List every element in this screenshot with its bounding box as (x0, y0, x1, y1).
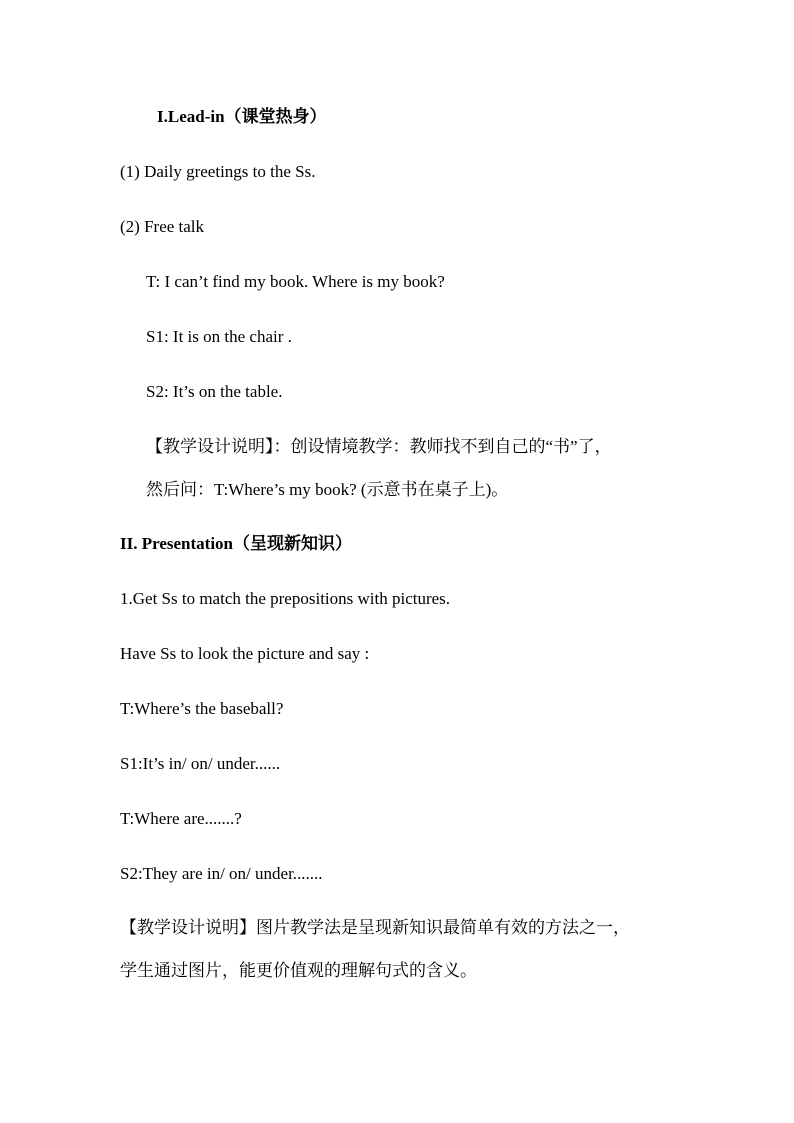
lead-in-design-note-line1: 【教学设计说明】：创设情境教学：教师找不到自己的“书”了， (146, 437, 612, 456)
presentation-line: 1.Get Ss to match the prepositions with pictures. (120, 589, 451, 608)
lead-in-design-note-line2: 然后问：T:Where’s my book? (示意书在桌子上)。 (146, 480, 509, 499)
presentation-line: T:Where are.......? (120, 809, 242, 828)
presentation-line: Have Ss to look the picture and say : (120, 644, 370, 663)
dialogue-line-teacher: T: I can’t find my book. Where is my book? (146, 272, 445, 291)
lead-in-item-greetings: (1) Daily greetings to the Ss. (120, 162, 316, 181)
presentation-heading: II. Presentation（呈现新知识） (120, 534, 353, 553)
lead-in-item-free-talk: (2) Free talk (120, 217, 205, 236)
presentation-design-note-line2: 学生通过图片，能更价值观的理解句式的含义。 (120, 961, 477, 980)
dialogue-line-s2: S2: It’s on the table. (146, 382, 283, 401)
presentation-line: T:Where’s the baseball? (120, 699, 284, 718)
presentation-line: S1:It’s in/ on/ under...... (120, 754, 281, 773)
presentation-design-note-line1: 【教学设计说明】图片教学法是呈现新知识最简单有效的方法之一， (120, 918, 630, 937)
dialogue-line-s1: S1: It is on the chair . (146, 327, 292, 346)
presentation-line: S2:They are in/ on/ under....... (120, 864, 323, 883)
lead-in-heading: I.Lead-in（课堂热身） (157, 107, 327, 126)
